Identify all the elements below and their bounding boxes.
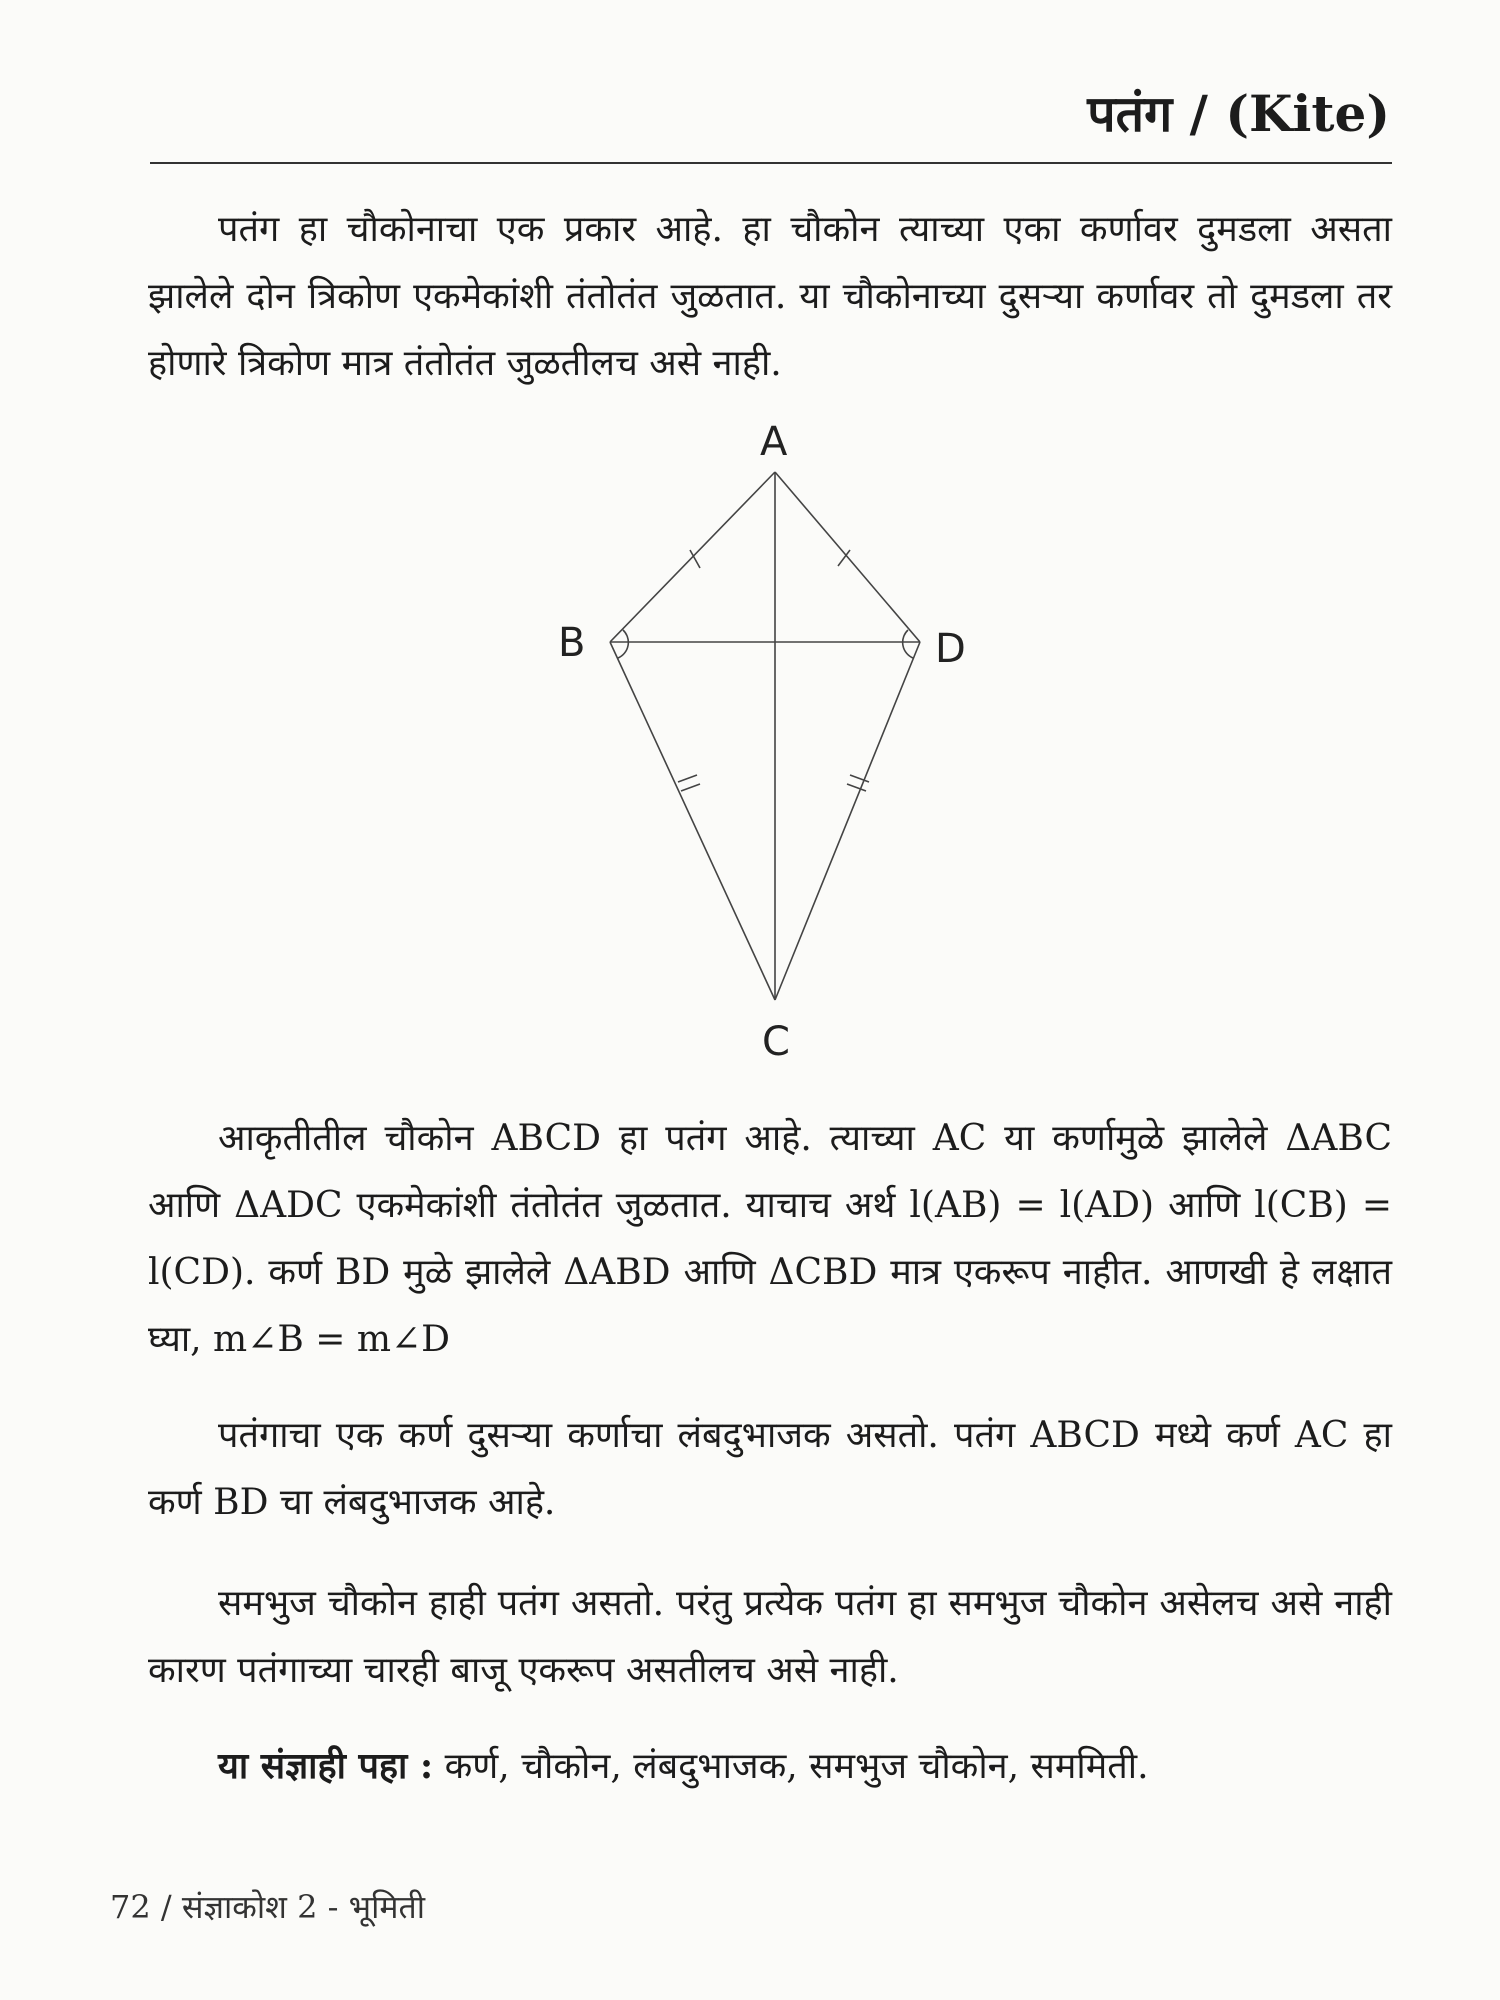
explanation-paragraph: आकृतीतील चौकोन ABCD हा पतंग आहे. त्याच्या AC या कर्णामुळे झालेले ΔABC आणि ΔADC एकमेकांशी तंतोतंत जुळतात. याचाच अर्थ l(AB) = l(AD) आणि l(CB) = l(CD). कर्ण BD मुळे झालेले ΔABD आणि ΔCBD मात्र एकरूप नाहीत. आणखी हे लक्षात घ्या, m∠B = m∠D <box>148 1118 1392 1360</box>
tick-dc-2 <box>847 784 866 791</box>
vertex-label-a: A <box>760 420 788 465</box>
intro-paragraph: पतंग हा चौकोनाचा एक प्रकार आहे. हा चौकोन त्याच्या एका कर्णावर दुमडला असता झालेले दोन त्रिकोण एकमेकांशी तंतोतंत जुळतात. या चौकोनाच्या दुसऱ्या कर्णावर तो दुमडला तर होणारे त्रिकोण मात्र तंतोतंत जुळतीलच असे नाही. <box>148 209 1392 384</box>
rhombus-paragraph: समभुज चौकोन हाही पतंग असतो. परंतु प्रत्येक पतंग हा समभुज चौकोन असेलच असे नाही कारण पतंगाच्या चारही बाजू एकरूप असतीलच असे नाही. <box>148 1583 1392 1691</box>
tick-bc-1 <box>678 775 697 782</box>
kite-figure <box>520 420 980 1070</box>
tick-bc-2 <box>681 784 700 791</box>
page-footer: 72 / संज्ञाकोश 2 - भूमिती <box>110 1888 426 1926</box>
see-also-terms: कर्ण, चौकोन, लंबदुभाजक, समभुज चौकोन, सममिती. <box>444 1746 1149 1787</box>
angle-arc-b <box>618 630 628 658</box>
page-title: पतंग / (Kite) <box>1087 84 1390 143</box>
side-bc <box>610 642 775 1000</box>
side-ad <box>775 472 920 642</box>
vertex-label-c: C <box>762 1019 790 1065</box>
header-divider <box>150 162 1392 164</box>
side-dc <box>775 642 920 1000</box>
see-also-label: या संज्ञाही पहा : <box>218 1745 434 1787</box>
vertex-label-b: B <box>558 620 586 666</box>
angle-arc-d <box>903 630 913 658</box>
vertex-label-d: D <box>935 626 966 672</box>
see-also-line <box>218 1740 1149 1789</box>
side-ab <box>610 472 775 642</box>
diagonal-paragraph: पतंगाचा एक कर्ण दुसऱ्या कर्णाचा लंबदुभाजक असतो. पतंग ABCD मध्ये कर्ण AC हा कर्ण BD चा लंबदुभाजक आहे. <box>148 1415 1392 1523</box>
